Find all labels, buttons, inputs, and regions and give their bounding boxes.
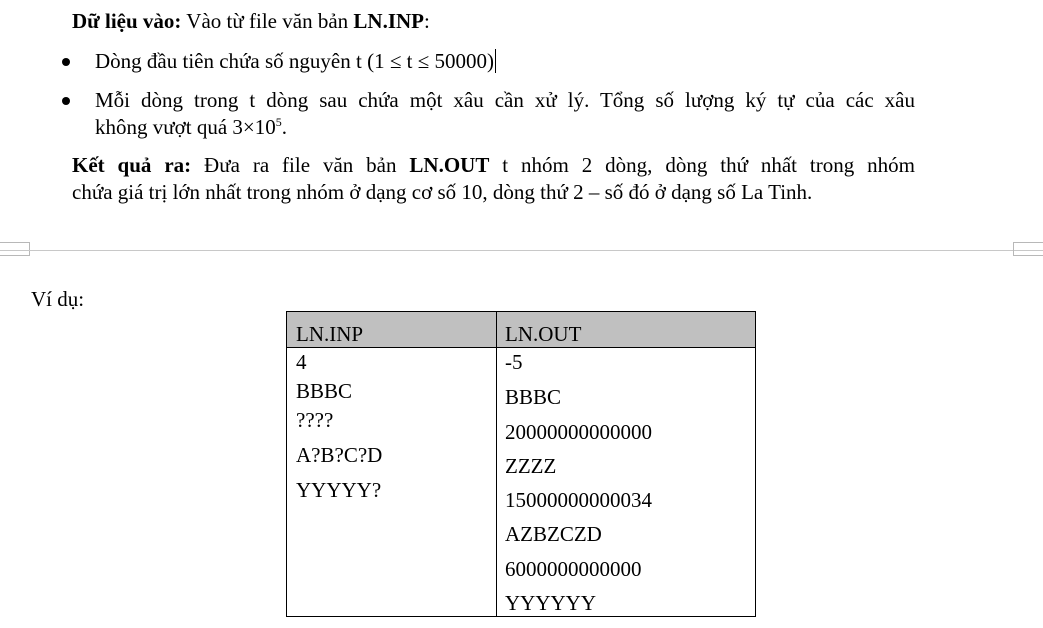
input-label: Dữ liệu vào: bbox=[72, 9, 182, 33]
input-text: Vào từ file văn bản bbox=[181, 9, 354, 33]
text-cursor bbox=[495, 49, 496, 73]
bullet-item-1 bbox=[95, 48, 496, 75]
input-filename: LN.INP bbox=[353, 9, 424, 33]
output-text-end: t nhóm 2 dòng, dòng thứ nhất trong nhóm bbox=[489, 153, 916, 177]
output-line: -5 bbox=[505, 350, 523, 374]
output-line: 6000000000000 bbox=[505, 557, 642, 581]
bullet-2-line-1: Mỗi dòng trong t dòng sau chứa một xâu cần xử lý. Tổng số lượng ký tự của các xâu bbox=[95, 88, 915, 112]
left-margin-marker bbox=[0, 242, 30, 256]
example-table bbox=[286, 311, 756, 617]
input-line: A?B?C?D bbox=[296, 443, 383, 467]
input-line: BBBC bbox=[296, 379, 353, 403]
input-line: YYYYY? bbox=[296, 478, 382, 502]
header-input-file: LN.INP bbox=[296, 322, 364, 346]
output-line: ZZZZ bbox=[505, 454, 557, 478]
output-filename: LN.OUT bbox=[409, 153, 490, 177]
input-text-end: : bbox=[423, 9, 430, 33]
output-line: 20000000000000 bbox=[505, 420, 652, 444]
document-page-top bbox=[0, 0, 1043, 240]
page-break bbox=[0, 250, 1043, 251]
output-text: Đưa ra file văn bản bbox=[191, 153, 410, 177]
header-output-file: LN.OUT bbox=[505, 322, 582, 346]
output-line-2: chứa giá trị lớn nhất trong nhóm ở dạng cơ số 10, dòng thứ 2 – số đó ở dạng số La Tinh. bbox=[72, 180, 813, 204]
bullet-2-line-2-end: . bbox=[281, 115, 287, 139]
input-description bbox=[72, 8, 430, 35]
bullet-dot bbox=[62, 58, 70, 66]
right-margin-marker bbox=[1013, 242, 1043, 256]
bullet-2-line-2 bbox=[95, 114, 915, 141]
output-line: 15000000000034 bbox=[505, 488, 652, 512]
input-line: ???? bbox=[296, 408, 334, 432]
bullet-2-line-2-text: không vượt quá 3×10 bbox=[95, 115, 276, 139]
bullet-1-text: Dòng đầu tiên chứa số nguyên t (1 ≤ t ≤ 50000) bbox=[95, 49, 494, 73]
output-label: Kết quả ra: bbox=[72, 153, 192, 177]
output-line: BBBC bbox=[505, 385, 562, 409]
output-description bbox=[72, 152, 915, 206]
input-line: 4 bbox=[296, 350, 307, 374]
output-line-1 bbox=[72, 152, 915, 179]
exponent: 5 bbox=[275, 115, 282, 129]
example-label: Ví dụ: bbox=[31, 287, 85, 311]
output-line: YYYYYY bbox=[505, 591, 596, 615]
column-divider bbox=[496, 312, 497, 616]
bullet-item-2 bbox=[95, 87, 915, 141]
bullet-dot bbox=[62, 97, 70, 105]
output-line: AZBZCZD bbox=[505, 522, 602, 546]
